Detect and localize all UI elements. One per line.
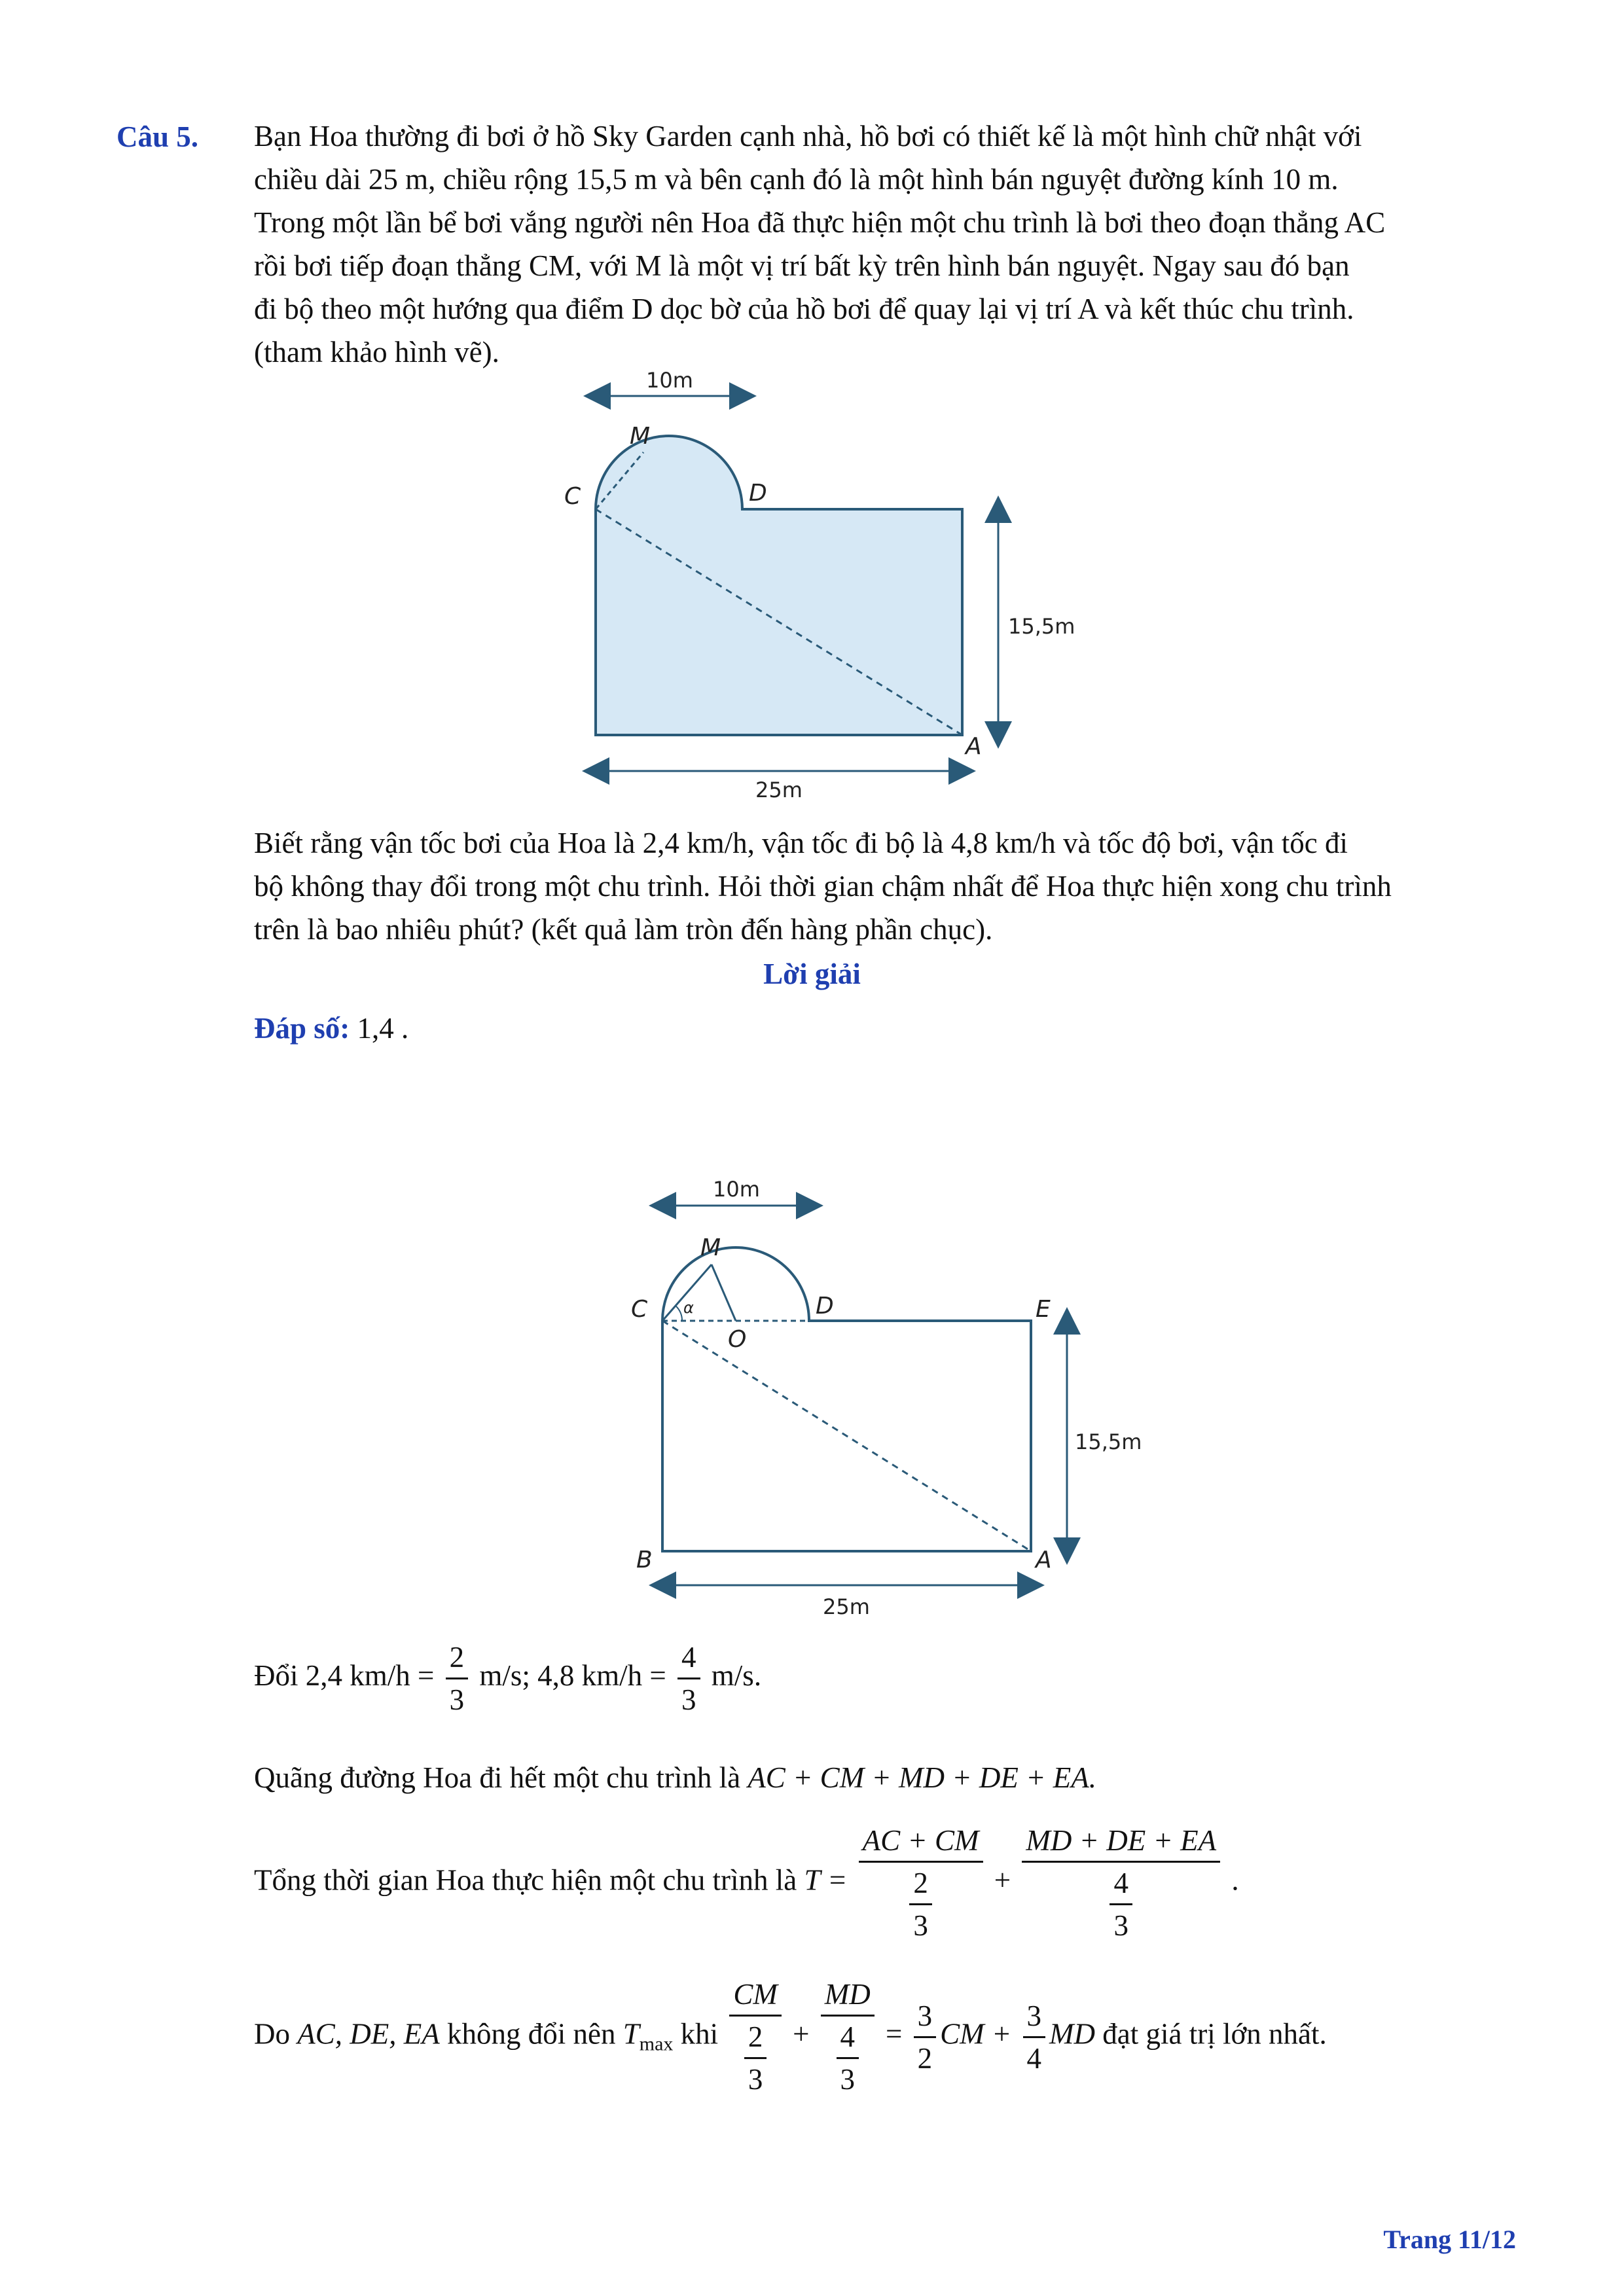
denominator: 3 [449, 1683, 465, 1716]
text: Quãng đường Hoa đi hết một chu trình là [254, 1761, 741, 1794]
numerator: 2 [909, 1865, 932, 1905]
denominator: 3 [681, 1683, 696, 1716]
denominator: 3 [748, 2063, 763, 2096]
question-number: Câu 5. [117, 120, 199, 153]
pool-figure-2 [622, 1172, 1159, 1630]
question-paragraph-1 [254, 115, 1519, 374]
q-line: Bạn Hoa thường đi bơi ở hồ Sky Garden cạnh nhà, hồ bơi có thiết kế là một hình chữ nhật với [254, 120, 1362, 152]
fraction [446, 1640, 469, 1717]
fraction [1023, 1998, 1046, 2076]
fraction [1110, 1865, 1132, 1943]
fraction [677, 1640, 700, 1717]
numerator: CM [729, 1977, 782, 2017]
label-alpha: α [683, 1299, 694, 1317]
operator: + [994, 1863, 1011, 1897]
denominator [833, 2017, 863, 2097]
answer-label: Đáp số: [254, 1012, 350, 1045]
numerator: 3 [1023, 1998, 1046, 2038]
text: đạt giá trị lớn nhất. [1102, 2017, 1327, 2051]
answer-line [254, 1011, 408, 1045]
operator: + [793, 2017, 810, 2051]
pool-figure-1 [556, 367, 1093, 812]
numerator: 3 [914, 1998, 937, 2038]
term: CM + [940, 2017, 1012, 2051]
angle-alpha-arc [676, 1306, 682, 1321]
label-d: D [749, 480, 767, 507]
q-line: đi bộ theo một hướng qua điểm D dọc bờ của hồ bơi để quay lại vị trí A và kết thúc chu trình. [254, 293, 1354, 325]
fraction [1022, 1823, 1220, 1943]
label-a: A [965, 733, 982, 760]
question-paragraph-2 [254, 821, 1519, 951]
denominator [740, 2017, 771, 2097]
pool-outline [662, 1247, 1031, 1551]
numerator: 2 [446, 1640, 469, 1679]
segment-mo [712, 1265, 736, 1321]
math-line-1 [254, 1640, 761, 1717]
bottom-dimension-label: 25m [755, 778, 803, 802]
q-line: Trong một lần bể bơi vắng người nên Hoa đã thực hiện một chu trình là bơi theo đoạn thẳng AC [254, 206, 1386, 239]
label-c: C [631, 1296, 648, 1323]
label-a: A [1036, 1547, 1052, 1573]
bottom-dimension-label: 25m [823, 1594, 870, 1619]
term: MD [1049, 2017, 1096, 2051]
text: Tổng thời gian Hoa thực hiện một chu trình là [254, 1863, 797, 1897]
denominator: 3 [1113, 1909, 1128, 1942]
fraction [744, 2019, 767, 2097]
operator: = [886, 2017, 903, 2051]
fraction [859, 1823, 983, 1943]
text: m/s; 4,8 km/h = [479, 1659, 666, 1692]
q-line: bộ không thay đổi trong một chu trình. Hỏi thời gian chậm nhất để Hoa thực hiện xong chu trình [254, 870, 1392, 903]
text: Đổi 2,4 km/h = [254, 1659, 435, 1692]
text: Do [254, 2017, 290, 2051]
side-dimension-label: 15,5m [1075, 1429, 1142, 1454]
top-dimension-label: 10m [646, 368, 693, 393]
fraction [909, 1865, 932, 1943]
math-line-2 [254, 1761, 1096, 1795]
fraction [914, 1998, 937, 2076]
expression: AC + CM + MD + DE + EA. [748, 1761, 1096, 1794]
denominator: 3 [840, 2063, 856, 2096]
label-d: D [816, 1293, 834, 1319]
page-number: Trang 11/12 [1383, 2225, 1516, 2254]
answer-value: 1,4 . [357, 1012, 409, 1045]
label-m: M [700, 1234, 721, 1261]
fraction [821, 1977, 875, 2097]
numerator: AC + CM [859, 1823, 983, 1863]
label-c: C [564, 483, 581, 510]
q-line: trên là bao nhiêu phút? (kết quả làm tròn đến hàng phần chục). [254, 913, 993, 946]
label-b: B [636, 1547, 653, 1573]
denominator [905, 1863, 936, 1943]
numerator: 4 [1110, 1865, 1132, 1905]
text: m/s. [711, 1659, 762, 1692]
fraction [729, 1977, 782, 2097]
top-dimension-label: 10m [713, 1177, 760, 1202]
label-o: O [728, 1326, 747, 1353]
pool-shape [596, 436, 962, 735]
subscript: max [639, 2033, 674, 2055]
numerator: 2 [744, 2019, 767, 2059]
numerator: MD + DE + EA [1022, 1823, 1220, 1863]
q-line: chiều dài 25 m, chiều rộng 15,5 m và bên cạnh đó là một hình bán nguyệt đường kính 10 m. [254, 163, 1339, 196]
denominator: 2 [917, 2041, 933, 2075]
numerator: 4 [677, 1640, 700, 1679]
lhs: T = [804, 1863, 848, 1897]
fraction [837, 2019, 859, 2097]
denominator: 4 [1026, 2041, 1042, 2075]
segment-ca [662, 1321, 1031, 1551]
math-line-3 [254, 1823, 1239, 1943]
q-line: Biết rằng vận tốc bơi của Hoa là 2,4 km/h, vận tốc đi bộ là 4,8 km/h và tốc độ bơi, vận tốc đi [254, 827, 1348, 859]
math-line-4 [254, 1977, 1327, 2097]
numerator: MD [821, 1977, 875, 2017]
q-line: rồi bơi tiếp đoạn thẳng CM, với M là một vị trí bất kỳ trên hình bán nguyệt. Ngay sau đó bạn [254, 249, 1350, 282]
variable-t: T [623, 2017, 640, 2051]
numerator: 4 [837, 2019, 859, 2059]
text: khi [680, 2017, 719, 2051]
label-m: M [630, 423, 651, 450]
label-e: E [1036, 1296, 1051, 1323]
text: không đổi nên [446, 2017, 616, 2051]
solution-title: Lời giải [763, 958, 861, 990]
variables: AC, DE, EA [297, 2017, 440, 2051]
denominator [1106, 1863, 1136, 1943]
side-dimension-label: 15,5m [1008, 614, 1075, 639]
q-line: (tham khảo hình vẽ). [254, 336, 499, 368]
text: . [1231, 1863, 1239, 1897]
denominator: 3 [913, 1909, 928, 1942]
